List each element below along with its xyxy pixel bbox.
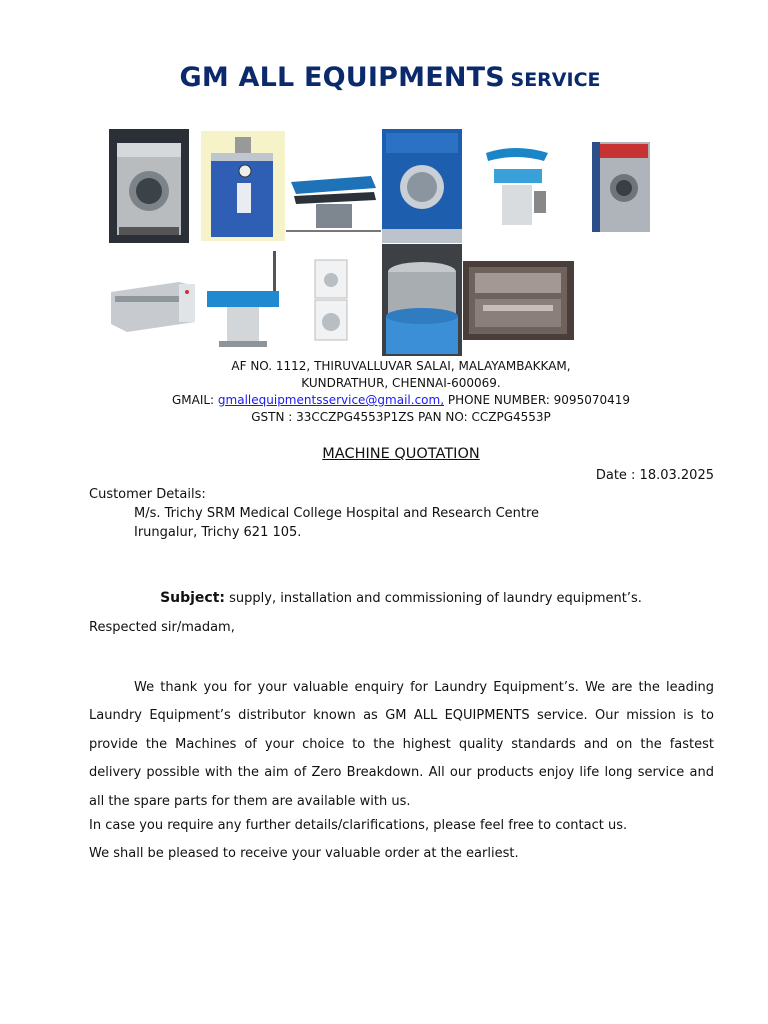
letter-paragraph: We thank you for your valuable enquiry for Laundry Equipment’s. We are the leading Laundry Equipment’s distributor known as GM ALL EQUIPMENTS service. Our mission is to provide the Machines of your choice to the highest quality standards and on the fastest delivery possible with the aim of Zero Breakdown. All our products enjoy life long service and all the spare parts for them are available with us.	[89, 680, 714, 809]
address-line-2: KUNDRATHUR, CHENNAI-600069.	[301, 376, 501, 390]
letter-line-contact: In case you require any further details/clarifications, please feel free to contact us.	[89, 818, 628, 833]
flatwork-ironer-photo	[109, 262, 198, 342]
gstn-line: GSTN : 33CCZPG4553P1ZS PAN NO: CCZPG4553P	[251, 410, 551, 424]
industrial-washer-photo	[588, 138, 654, 236]
customer-address: Irungalur, Trichy 621 105.	[134, 525, 302, 540]
company-title	[0, 62, 768, 93]
form-finisher-photo	[468, 139, 564, 235]
quotation-date: Date : 18.03.2025	[595, 468, 714, 483]
steam-boiler-photo	[201, 131, 285, 241]
utility-press-photo	[286, 142, 381, 234]
letter-line-order: We shall be pleased to receive your valuable order at the earliest.	[89, 846, 519, 861]
tumble-dryer-photo	[382, 129, 462, 243]
stacked-washer-dryer-photo	[311, 256, 351, 342]
subject-line	[0, 590, 768, 606]
phone-number: PHONE NUMBER: 9095070419	[444, 393, 631, 407]
salutation: Respected sir/madam,	[89, 620, 235, 635]
customer-name: M/s. Trichy SRM Medical College Hospital and Research Centre	[134, 506, 540, 521]
subject-text: supply, installation and commissioning of laundry equipment’s.	[225, 591, 642, 606]
quotation-heading: MACHINE QUOTATION	[322, 446, 480, 462]
contact-line	[0, 393, 768, 407]
customer-label: Customer Details:	[89, 487, 206, 502]
gmail-label: GMAIL:	[171, 393, 218, 407]
address-line-1: AF NO. 1112, THIRUVALLUVAR SALAI, MALAYAMBAKKAM,	[231, 359, 571, 373]
gmail-link[interactable]: gmallequipmentsservice@gmail.com,	[217, 393, 445, 407]
company-name: GM ALL EQUIPMENTS	[179, 62, 505, 93]
company-suffix: SERVICE	[510, 69, 601, 91]
washer-extractor-photo	[109, 129, 189, 243]
ironing-table-photo	[201, 247, 285, 354]
washer-interior-photo	[463, 261, 574, 340]
subject-label: Subject:	[160, 590, 226, 606]
drum-extractor-photo	[382, 244, 462, 356]
